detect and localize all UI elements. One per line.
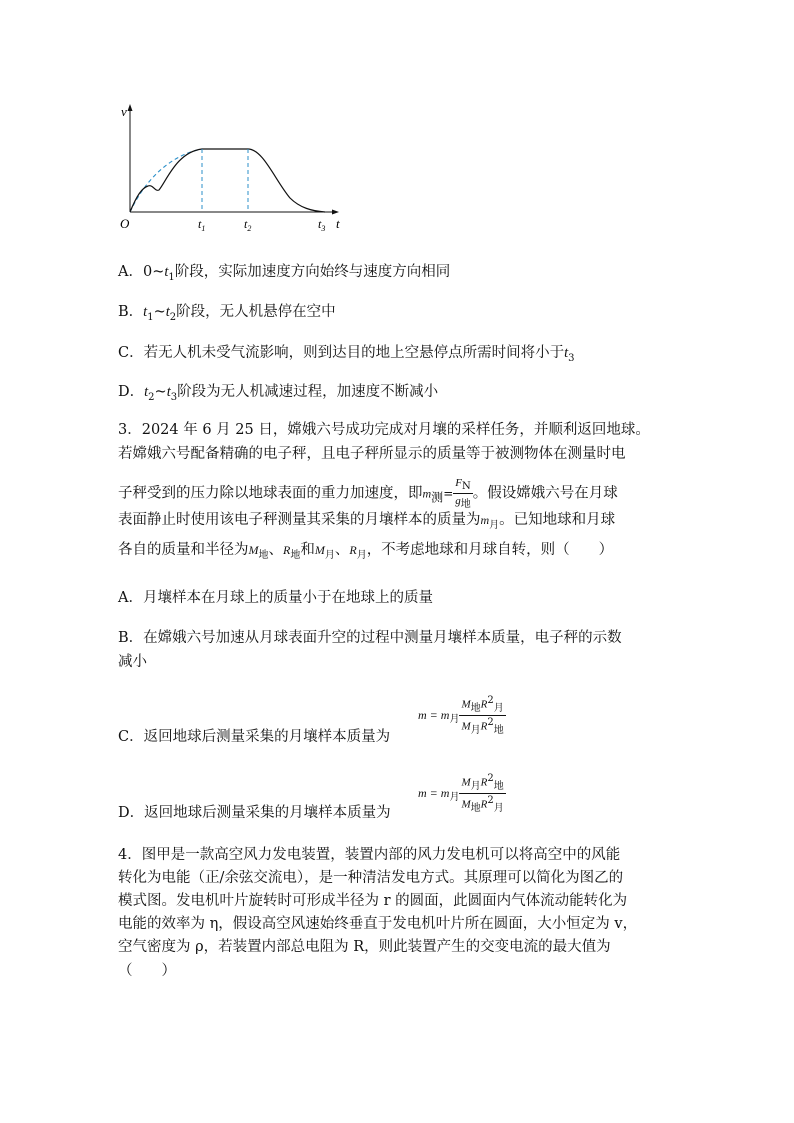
q2-option-d: D．$t_2\sim t_3$阶段为无人机减速过程，加速度不断减小 (118, 384, 439, 403)
q4-line-2: 转化为电能（正/余弦交流电），是一种清洁发电方式。其原理可以简化为图乙的 (118, 870, 624, 886)
formula-fraction: $\frac{F_N}{g_地}$ (455, 477, 471, 511)
t1-label: $t_1$ (198, 217, 206, 233)
q3-line-1: 3．2024 年 6 月 25 日，嫦娥六号成功完成对月壤的采样任务，并顺利返回地球。 (118, 422, 650, 438)
q3-option-d: D．返回地球后测量采集的月壤样本质量为 (118, 805, 391, 821)
q3-option-b-line2: 减小 (118, 654, 147, 670)
q2-option-c: C．若无人机未受气流影响，则到达目的地上空悬停点所需时间将小于$t_3$ (118, 345, 575, 364)
ideal-curve-dashed (130, 149, 202, 212)
q3-line-5: 各自的质量和半径为$M_地$、$R_地$和$M_月$、$R_月$，不考虑地球和月球自转，则（ ） (118, 542, 614, 561)
q3-option-b-line1: B．在嫦娥六号加速从月球表面升空的过程中测量月壤样本质量，电子秤的示数 (118, 630, 622, 646)
velocity-time-graph (115, 100, 350, 235)
q2-option-a: A．$0\sim t_1$阶段，实际加速度方向始终与速度方向相同 (118, 264, 451, 283)
q3-line-4: 表面静止时使用该电子秤测量其采集的月壤样本的质量为$m_月$。已知地球和月球 (118, 512, 616, 531)
q2-option-b: B．$t_1\sim t_2$阶段，无人机悬停在空中 (118, 304, 336, 323)
t2-label: $t_2$ (244, 217, 252, 233)
origin-label: O (120, 216, 130, 231)
t-axis-arrow (332, 210, 339, 215)
q4-line-3: 模式图。发电机叶片旋转时可形成半径为 r 的圆面，此圆面内气体流动能转化为 (118, 893, 628, 909)
q4-line-6: （ ） (118, 963, 176, 979)
q4-line-1: 4．图甲是一款高空风力发电装置，装置内部的风力发电机可以将高空中的风能 (118, 847, 621, 863)
formula-d: $m = m_月$ $\frac{M_月R^2_地}{M_地R^2_月}$ (418, 773, 504, 814)
v-axis-arrow (128, 104, 133, 111)
t3-label: $t_3$ (318, 217, 326, 233)
t-axis-label: t (336, 216, 340, 231)
q4-line-5: 空气密度为 ρ，若装置内部总电阻为 R，则此装置产生的交变电流的最大值为 (118, 939, 611, 955)
q4-line-4: 电能的效率为 η，假设高空风速始终垂直于发电机叶片所在圆面，大小恒定为 v， (118, 916, 638, 932)
actual-curve (130, 149, 325, 212)
v-axis-label: v (121, 104, 127, 119)
q3-option-c: C．返回地球后测量采集的月壤样本质量为 (118, 729, 391, 745)
q3-line-2: 若嫦娥六号配备精确的电子秤，且电子秤所显示的质量等于被测物体在测量时电 (118, 446, 626, 462)
q3-line-3: 子秤受到的压力除以地球表面的重力加速度，即$m_测=$ $\frac{F_N}{g_地}$ 。假设嫦娥六号在月球 (118, 477, 618, 511)
q3-option-a: A．月壤样本在月球上的质量小于在地球上的质量 (118, 590, 433, 606)
formula-c: $m = m_月$ $\frac{M_地R^2_月}{M_月R^2_地}$ (418, 695, 504, 736)
